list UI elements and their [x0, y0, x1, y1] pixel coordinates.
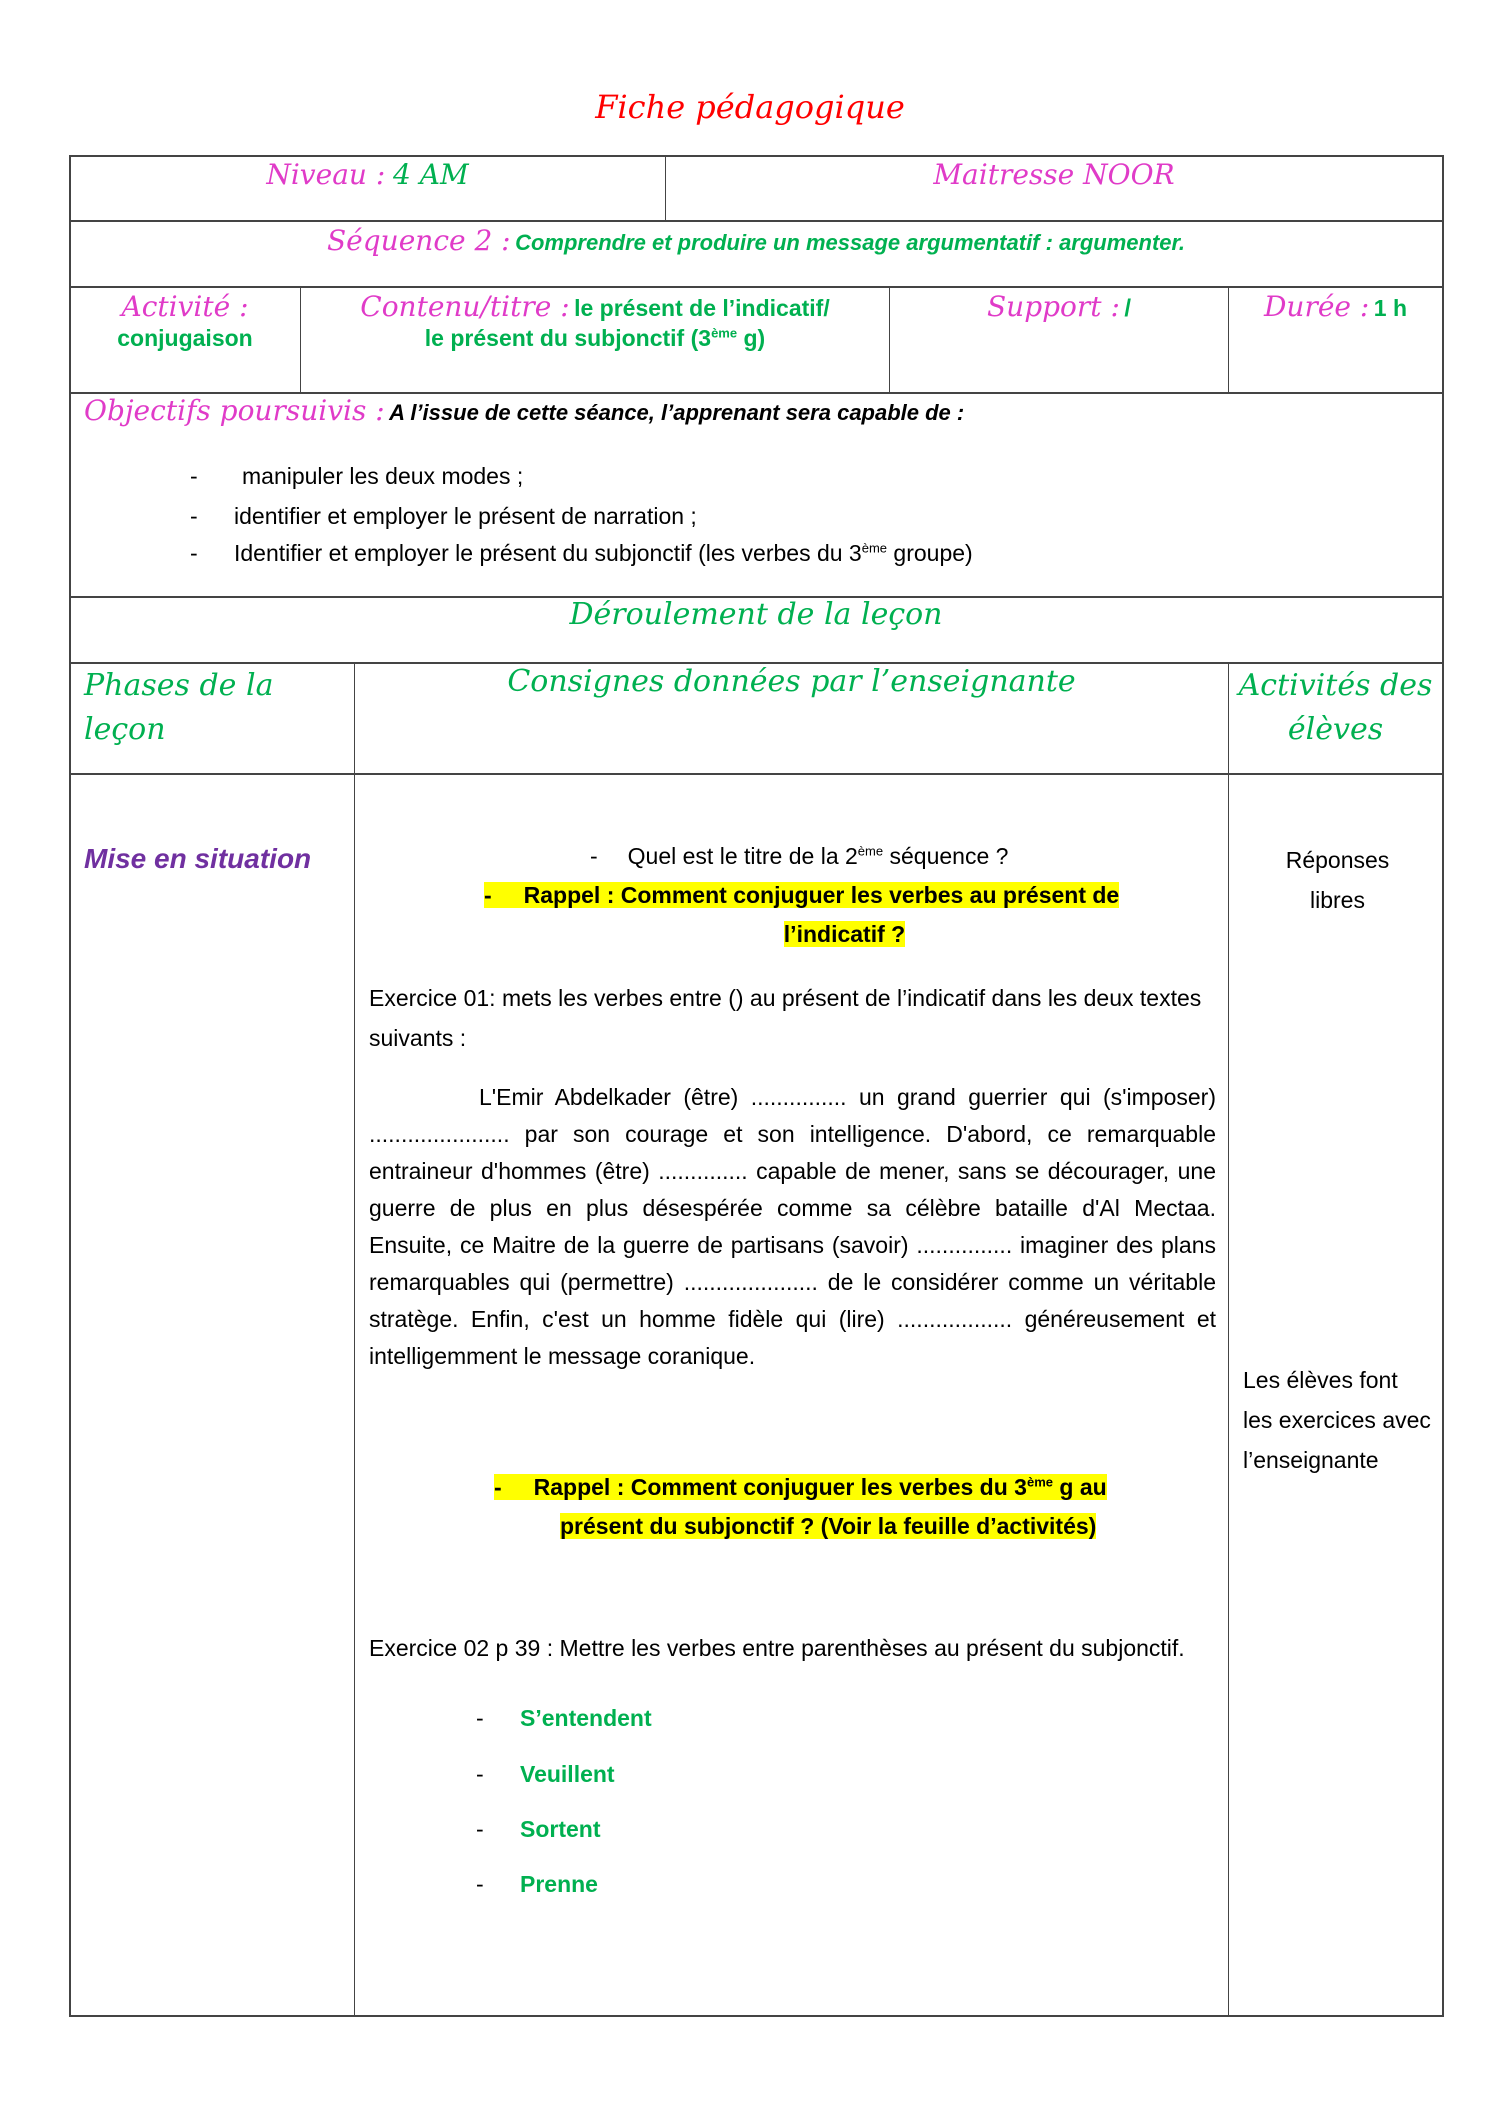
answer-item: - Sortent	[476, 1816, 601, 1842]
support-cell	[890, 290, 1228, 323]
teacher-name: Maitresse NOOR	[933, 158, 1175, 191]
exercise-2-instruction: Exercice 02 p 39 : Mettre les verbes entre parenthèses au présent du subjonctif.	[369, 1635, 1185, 1661]
superscript: ème	[857, 843, 884, 859]
col-header-phases: Phases de la leçon	[84, 668, 274, 747]
exercise-1-instruction: Exercice 01: mets les verbes entre () au présent de l’indicatif dans les deux textes suivants :	[369, 985, 1202, 1051]
question-text: séquence ?	[883, 843, 1009, 869]
col-divider	[1228, 662, 1229, 2016]
rappel-text: présent du subjonctif ? (Voir la feuille d’activités)	[560, 1513, 1097, 1539]
bullet: -	[190, 540, 198, 566]
rappel-text: l’indicatif ?	[783, 921, 906, 947]
objective-item	[190, 463, 524, 490]
contenu-value-2	[301, 325, 889, 352]
contenu-label: Contenu/titre :	[360, 290, 570, 323]
niveau-label: Niveau :	[266, 158, 386, 191]
col-divider	[354, 662, 355, 2016]
objective-text: groupe)	[887, 540, 973, 566]
superscript: ème	[1026, 1474, 1053, 1490]
contenu-text: g)	[737, 325, 766, 351]
row-divider	[69, 773, 1444, 775]
rappel-1-line-2	[484, 921, 1205, 948]
objectives-intro: A l’issue de cette séance, l’apprenant sera capable de :	[389, 400, 965, 425]
question-1: - Quel est le titre de la 2ème séquence ?	[590, 843, 1009, 869]
sequence-cell	[70, 224, 1442, 257]
objective-text: manipuler les deux modes ;	[242, 463, 524, 489]
niveau-cell	[70, 158, 665, 191]
answer-text: Sortent	[520, 1816, 601, 1842]
rappel-text: Rappel : Comment conjuguer les verbes au présent de	[523, 882, 1120, 908]
col-header-consignes: Consignes données par l’enseignante	[507, 664, 1076, 699]
activite-label: Activité :	[121, 290, 249, 323]
objectives-label: Objectifs poursuivis :	[84, 394, 385, 427]
rappel-2-line-2	[560, 1513, 1096, 1540]
row-divider	[69, 220, 1444, 222]
answer-text: S’entendent	[520, 1705, 652, 1731]
contenu-value-1: le présent de l’indicatif/	[574, 295, 830, 321]
objective-item	[190, 540, 973, 567]
duree-value: 1 h	[1373, 295, 1408, 321]
answer-item: - Prenne	[476, 1871, 598, 1897]
objective-item	[190, 503, 697, 530]
exercise-1-text: L'Emir Abdelkader (être) ............... un grand guerrier qui (s'imposer) ...................... par son courage et son intelligence. D'abord, ce remarquable entraineur d'hommes (être) .............. capable de mener, sans se décourager, une guerre de plus en plus désespérée comme sa célèbre bataille d'Al Mectaa. Ensuite, ce Maitre de la guerre de partisans (savoir) ............... imaginer des plans remarquables qui (permettre) ..................... de le considérer comme un véritable stratège. Enfin, c'est un homme fidèle qui (lire) .................. généreusement et intelligemment le message coranique.	[369, 1084, 1216, 1369]
row-divider	[69, 2015, 1444, 2017]
duree-cell	[1229, 290, 1442, 323]
contenu-cell	[301, 290, 889, 352]
question-text: Quel est le titre de la 2	[627, 843, 858, 869]
support-label: Support :	[986, 290, 1120, 323]
duree-label: Durée :	[1263, 290, 1370, 323]
answer-item: - Veuillent	[476, 1761, 615, 1787]
page-title: Fiche pédagogique	[595, 88, 905, 126]
superscript: ème	[861, 540, 888, 556]
row-divider	[69, 286, 1444, 288]
phase-label: Mise en situation	[84, 843, 312, 874]
bullet: -	[190, 503, 198, 529]
bullet: -	[190, 463, 198, 489]
niveau-value: 4 AM	[393, 158, 469, 191]
contenu-text: le présent du subjonctif (3	[424, 325, 712, 351]
superscript: ème	[711, 325, 738, 341]
rappel-text: g au	[1053, 1474, 1107, 1500]
lesson-heading: Déroulement de la leçon	[569, 597, 943, 632]
answer-text: Veuillent	[520, 1761, 615, 1787]
objectives-heading	[84, 394, 964, 427]
row-divider	[69, 155, 1444, 157]
activite-value: conjugaison	[117, 325, 253, 351]
objective-text: identifier et employer le présent de narration ;	[234, 503, 697, 529]
objective-text: Identifier et employer le présent du subjonctif (les verbes du 3	[234, 540, 862, 566]
activite-cell	[70, 290, 300, 352]
rappel-1: - Rappel : Comment conjuguer les verbes au présent de	[484, 882, 1120, 908]
answer-text: Prenne	[520, 1871, 598, 1897]
answer-item: - S’entendent	[476, 1705, 652, 1731]
table-border-left	[69, 155, 71, 2017]
activity-free-answers: Réponses libres	[1285, 847, 1390, 913]
sequence-value: Comprendre et produire un message argumentatif : argumenter.	[515, 230, 1185, 255]
sequence-label: Séquence 2 :	[327, 224, 511, 257]
col-header-activites: Activités des élèves	[1238, 668, 1433, 747]
rappel-text: Rappel : Comment conjuguer les verbes du 3	[533, 1474, 1027, 1500]
table-border-right	[1442, 155, 1444, 2017]
activity-exercises: Les élèves font les exercices avec l’enseignante	[1243, 1367, 1431, 1473]
support-value: /	[1124, 295, 1131, 322]
rappel-2: - Rappel : Comment conjuguer les verbes du 3ème g au	[494, 1474, 1107, 1500]
